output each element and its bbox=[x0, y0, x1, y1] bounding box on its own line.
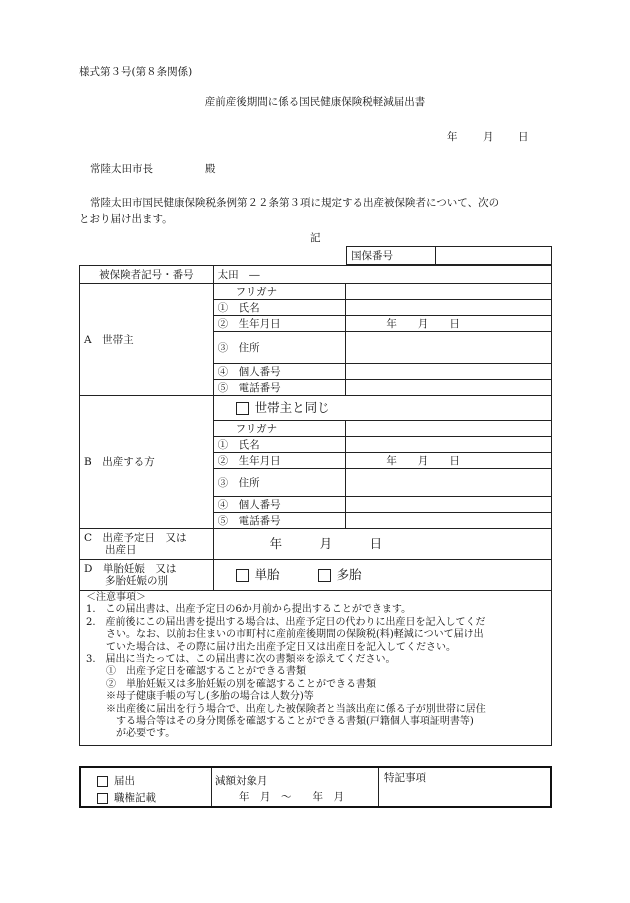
notes-line: さい。なお、以前お住まいの市町村に産前産後期間の保険税(料)軽減について届け出 bbox=[86, 629, 484, 641]
section-a-furigana-label: フリガナ bbox=[213, 284, 346, 300]
section-b-address-field[interactable] bbox=[346, 469, 552, 497]
notification-label: 届出 bbox=[114, 775, 135, 787]
section-b-furigana-label: フリガナ bbox=[213, 421, 346, 437]
section-a-address-label: ③ 住所 bbox=[213, 332, 346, 364]
section-b-label: B 出産する方 bbox=[80, 396, 214, 529]
section-d-label bbox=[80, 560, 214, 591]
section-b-phone-label: ⑤ 電話番号 bbox=[213, 513, 346, 529]
insured-row bbox=[80, 266, 552, 284]
form-number: 様式第３号(第８条関係) bbox=[79, 66, 193, 78]
section-c-date-field[interactable]: 年 月 日 bbox=[213, 529, 551, 560]
section-a-phone-label: ⑤ 電話番号 bbox=[213, 380, 346, 396]
ex-officio-label: 職権記載 bbox=[114, 792, 156, 804]
notes-line: 2. 産前後にこの届出書を提出する場合は、出産予定日の代わりに出産日を記入してくだ bbox=[86, 616, 486, 628]
multiple-birth-label: 多胎 bbox=[336, 566, 362, 582]
section-a-personal-field[interactable] bbox=[346, 364, 552, 380]
addressee-honorific: 殿 bbox=[205, 163, 216, 175]
notes-line: が必要です。 bbox=[86, 728, 176, 740]
section-d-label-line2: 多胎妊娠の別 bbox=[84, 575, 168, 587]
section-b-phone-field[interactable] bbox=[346, 513, 552, 529]
section-b-furigana-field[interactable] bbox=[346, 421, 552, 437]
section-a-birth-field[interactable]: 年 月 日 bbox=[346, 316, 552, 332]
notes-line: 1. この届出書は、出産予定日の6か月前から提出することができます。 bbox=[86, 604, 412, 616]
notes-line: ていた場合は、その際に届け出た出産予定日又は出産日を記入してください。 bbox=[86, 641, 456, 653]
insured-label: 被保険者記号・番号 bbox=[80, 266, 214, 284]
section-b-birth-label: ② 生年月日 bbox=[213, 453, 346, 469]
section-b-name-field[interactable] bbox=[346, 437, 552, 453]
section-d-options bbox=[213, 560, 551, 591]
addressee-name: 常陸太田市長 bbox=[90, 163, 153, 175]
office-use-box bbox=[79, 766, 552, 808]
section-b-personal-label: ④ 個人番号 bbox=[213, 497, 346, 513]
same-as-checkbox[interactable] bbox=[236, 402, 249, 415]
main-form-table bbox=[79, 265, 552, 591]
section-c-label-line1: C 出産予定日 又は bbox=[84, 532, 187, 544]
section-a-phone-field[interactable] bbox=[346, 380, 552, 396]
section-a-personal-label: ④ 個人番号 bbox=[213, 364, 346, 380]
office-option-notification bbox=[97, 773, 135, 788]
section-b-name-label: ① 氏名 bbox=[213, 437, 346, 453]
notes-line: ① 出産予定日を確認することができる書類 bbox=[86, 666, 306, 678]
notes-line: 3. 届出に当たっては、この届出書に次の書類※を添えてください。 bbox=[86, 654, 396, 666]
kokuho-number-box bbox=[346, 246, 552, 265]
section-d-label-line1: D 単胎妊娠 又は bbox=[84, 563, 177, 575]
section-b-same-as-row bbox=[213, 396, 551, 421]
notes-line: ※出産後に届出を行う場合で、出産した被保険者と当該出産に係る子が別世帯に居住 bbox=[86, 703, 486, 715]
notification-checkbox[interactable] bbox=[97, 776, 108, 787]
reduction-period-label: 減額対象月 bbox=[215, 775, 268, 787]
office-type-cell bbox=[81, 768, 212, 806]
reduction-period-cell bbox=[211, 768, 379, 806]
multiple-birth-checkbox[interactable] bbox=[318, 569, 331, 582]
date-year: 年 bbox=[447, 131, 458, 143]
section-a-birth-label: ② 生年月日 bbox=[213, 316, 346, 332]
section-a-name-field[interactable] bbox=[346, 300, 552, 316]
section-b-address-label: ③ 住所 bbox=[213, 469, 346, 497]
section-b-personal-field[interactable] bbox=[346, 497, 552, 513]
notes-line: ② 単胎妊娠又は多胎妊娠の別を確認することができる書類 bbox=[86, 678, 376, 690]
form-title: 産前産後期間に係る国民健康保険税軽減届出書 bbox=[204, 96, 426, 108]
insured-value-field[interactable]: 太田 ― bbox=[213, 266, 551, 284]
section-a-label: A 世帯主 bbox=[80, 284, 214, 396]
ex-officio-checkbox[interactable] bbox=[97, 793, 108, 804]
section-a-name-label: ① 氏名 bbox=[213, 300, 346, 316]
section-c-label-line2: 出産日 bbox=[84, 544, 137, 556]
section-c-label bbox=[80, 529, 214, 560]
date-day: 日 bbox=[518, 131, 529, 143]
single-birth-label: 単胎 bbox=[254, 566, 280, 582]
office-option-ex-officio bbox=[97, 790, 156, 805]
kokuho-number-field[interactable] bbox=[436, 247, 552, 265]
notes-heading: ＜注意事項＞ bbox=[86, 592, 146, 603]
notes-box bbox=[79, 590, 552, 746]
section-a-address-field[interactable] bbox=[346, 332, 552, 364]
special-notes-cell[interactable] bbox=[378, 768, 550, 806]
intro-text-line2: とおり届け出ます。 bbox=[79, 213, 173, 225]
reduction-period-field[interactable]: 年 月 ～ 年 月 bbox=[239, 791, 344, 803]
section-b-birth-field[interactable]: 年 月 日 bbox=[346, 453, 552, 469]
notes-line: ※母子健康手帳の写し(多胎の場合は人数分)等 bbox=[86, 691, 314, 703]
date-month: 月 bbox=[483, 131, 494, 143]
special-notes-label: 特記事項 bbox=[384, 772, 426, 784]
kokuho-label: 国保番号 bbox=[347, 247, 436, 265]
same-as-label: 世帯主と同じ bbox=[254, 399, 330, 415]
intro-text-line1: 常陸太田市国民健康保険税条例第２２条第３項に規定する出産被保険者について、次の bbox=[90, 197, 500, 209]
section-a-furigana-field[interactable] bbox=[346, 284, 552, 300]
ki-mark: 記 bbox=[310, 232, 321, 244]
single-birth-checkbox[interactable] bbox=[236, 569, 249, 582]
notes-line: する場合等はその身分関係を確認することができる書類(戸籍個人事項証明書等) bbox=[86, 716, 474, 728]
